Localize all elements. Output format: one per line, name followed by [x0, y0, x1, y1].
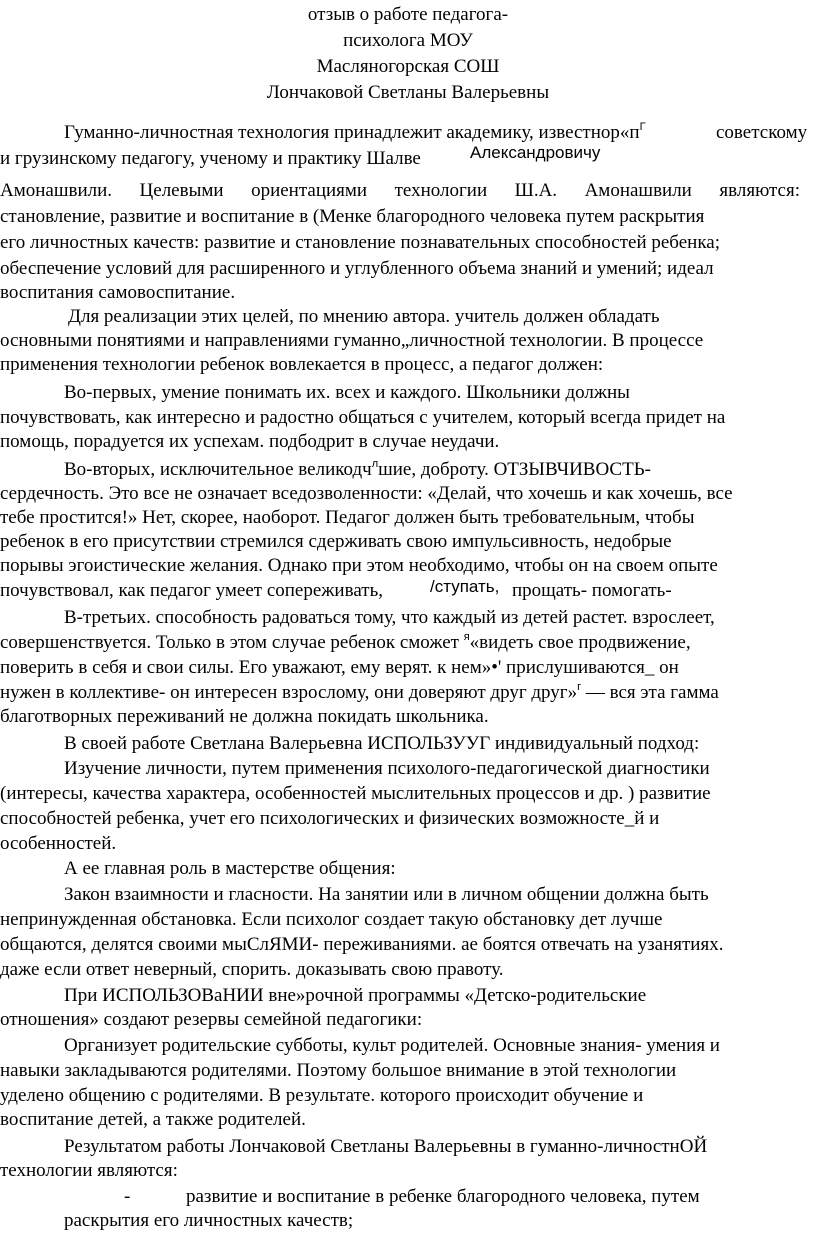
paragraph-line: сердечность. Это все не означает вседозволенности: «Делай, что хочешь и как хочешь, все — [0, 483, 733, 504]
paragraph-line: воспитание детей, а также родителей. — [0, 1109, 306, 1130]
paragraph-line: нужен в коллективе- он интересен взрослому, они доверяют друг друг»$^г$ — вся эта гамма — [0, 681, 719, 703]
paragraph-line: Для реализации этих целей, по мнению автора. учитель должен обладать — [68, 306, 660, 327]
paragraph-line: непринужденная обстановка. Если психолог создает такую обстановку дет лучше — [0, 909, 663, 930]
paragraph-line: особенностей. — [0, 833, 117, 854]
paragraph-line: ребенок в его присутствии стремился сдерживать свою импульсивность, недобрые — [0, 531, 672, 552]
handwritten-overlay: /ступать, — [430, 577, 500, 596]
paragraph-line: поверить в себя и свои силы. Его уважают, ему верят. к нем»•' прислушиваются_ он — [0, 657, 679, 678]
superscript-mark: Г — [639, 121, 646, 133]
list-item-line: раскрытия его личностных качеств; — [64, 1210, 354, 1231]
paragraph-line: Организует родительские субботы, культ родителей. Основные знания- умения и — [64, 1035, 720, 1056]
paragraph-line: тебе простится!» Нет, скорее, наоборот. Педагог должен быть требовательным, чтобы — [0, 507, 695, 528]
paragraph-line: Во-вторых, исключительное великодч$^л$шие, доброту. ОТЗЫВЧИВОСТЬ- — [64, 458, 651, 480]
paragraph-line: технологии являются: — [0, 1160, 178, 1181]
paragraph-line: навыки закладываются родителями. Поэтому большое внимание в этой технологии — [0, 1060, 677, 1081]
paragraph-line: Изучение личности, путем применения психолого-педагогической диагностики — [64, 758, 710, 779]
paragraph-line: Во-первых, умение понимать их. всех и каждого. Школьники должны — [64, 382, 630, 403]
paragraph-line: обеспечение условий для расширенного и углубленного объема знаний и умений; идеал — [0, 258, 714, 279]
paragraph-line: уделено общению с родителями. В результате. которого происходит обучение и — [0, 1085, 644, 1106]
list-item-line: развитие и воспитание в ребенке благородного человека, путем — [186, 1186, 700, 1207]
paragraph-line: Закон взаимности и гласности. На занятии или в личном общении должна быть — [64, 884, 709, 905]
paragraph-line: благотворных переживаний не должна покидать школьника. — [0, 706, 489, 727]
title-line-1: отзыв о работе педагога- — [307, 4, 509, 25]
paragraph-line: (интересы, качества характера, особенностей мыслительных процессов и др. ) развитие — [0, 783, 711, 804]
paragraph-line: общаются, делятся своими мыСлЯМИ- переживаниями. ае боятся отвечать на узанятиях. — [0, 934, 724, 955]
paragraph-line: даже если ответ неверный, спорить. доказывать свою правоту. — [0, 959, 504, 980]
paragraph-6: В своей работе Светлана Валерьевна ИСПОЛЬЗУУГ индивидуальный подход: — [64, 733, 700, 754]
paragraph-8: А ее главная роль в мастерстве общения: — [64, 858, 396, 879]
paragraph-line: В-третьих. способность радоваться тому, что каждый из детей растет. взрослеет, — [64, 607, 715, 628]
paragraph-line: При ИСПОЛЬЗОВаНИИ вне»рочной программы «Детско-родительские — [64, 985, 647, 1006]
paragraph-line: Гуманно-личностная технология принадлежит академику, $известнор«п^Г$ — [64, 121, 646, 143]
paragraph-line: и грузинскому педагогу, ученому и практику Шалве — [0, 148, 421, 169]
paragraph-line: становление, развитие и воспитание в (Менке благородного человека путем раскрытия — [0, 206, 705, 227]
list-bullet: - — [124, 1186, 131, 1207]
paragraph-line: основными понятиями и направлениями гуманно„личностной технологии. В процессе — [0, 330, 704, 351]
paragraph-line: Амонашвили. Целевыми ориентациями технологии Ш.А. Амонашвили являются: — [0, 180, 800, 201]
title-line-3: Масляногорская СОШ — [316, 56, 500, 77]
paragraph-line-end: советскому — [716, 122, 808, 143]
paragraph-line: совершенствуется. Только в этом случае ребенок сможет $^я$«видеть свое продвижение, — [0, 631, 691, 653]
paragraph-line: почувствовать, как интересно и радостно общаться с учителем, который всегда придет на — [0, 407, 726, 428]
title-line-4: Лончаковой Светланы Валерьевны — [266, 82, 550, 103]
superscript-mark: г — [577, 681, 582, 693]
superscript-mark: я — [463, 631, 470, 643]
paragraph-line: способностей ребенка, учет его психологических и физических возможносте_й и — [0, 808, 660, 829]
paragraph-line: помощь, порадуется их успехам. подбодрит в случае неудачи. — [0, 431, 500, 452]
superscript-mark: л — [371, 458, 379, 470]
paragraph-line: Результатом работы Лончаковой Светланы Валерьевны в гуманно-личностнОЙ — [64, 1136, 708, 1157]
paragraph-line: его личностных качеств: развитие и становление познавательных способностей ребенка; — [0, 232, 720, 253]
paragraph-line: воспитания самовоспитание. — [0, 282, 236, 303]
title-line-2: психолога МОУ — [343, 30, 473, 51]
document-title — [0, 2, 816, 106]
paragraph-line: прощать- помогать- — [512, 580, 672, 601]
paragraph-line: отношения» создают резервы семейной педагогики: — [0, 1009, 423, 1030]
handwritten-overlay: Александровичу — [470, 143, 601, 162]
paragraph-line: почувствовал, как педагог умеет сопереживать, — [0, 580, 383, 601]
paragraph-line: применения технологии ребенок вовлекается в процесс, а педагог должен: — [0, 354, 604, 375]
paragraph-line: порывы эгоистические желания. Однако при этом необходимо, чтобы он на своем опыте — [0, 555, 718, 576]
